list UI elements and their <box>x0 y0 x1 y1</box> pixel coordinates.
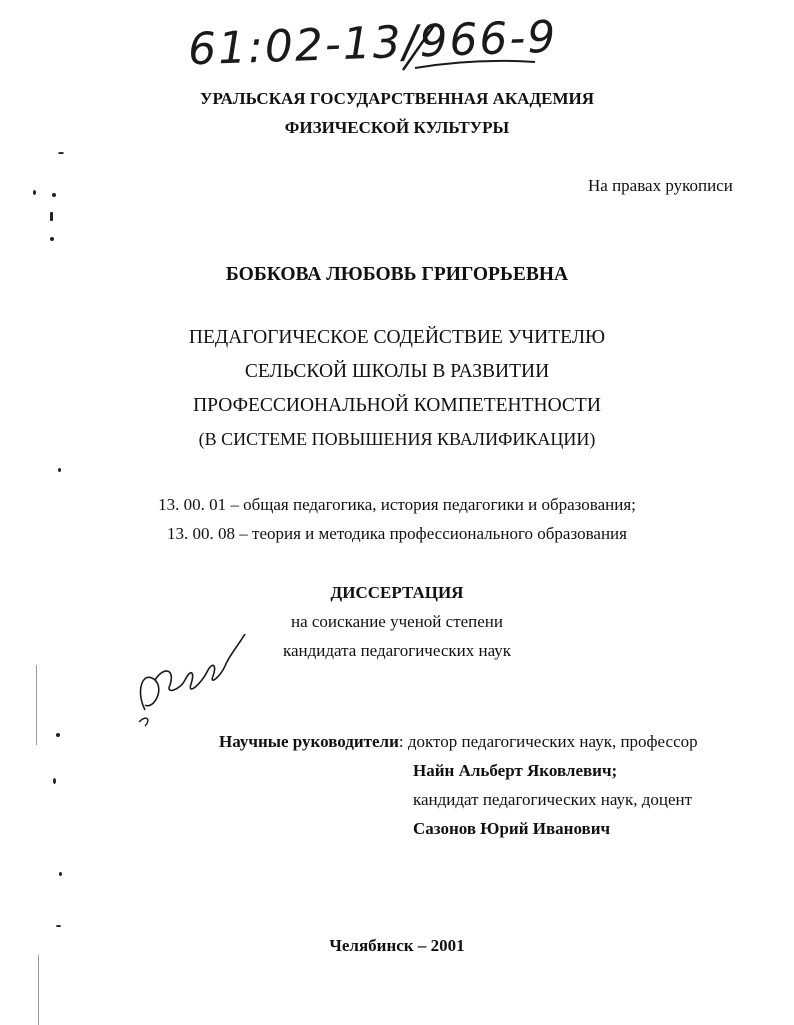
title-line-4: (В СИСТЕМЕ ПОВЫШЕНИЯ КВАЛИФИКАЦИИ) <box>198 429 596 449</box>
title-line-2: СЕЛЬСКОЙ ШКОЛЫ В РАЗВИТИИ <box>244 361 550 382</box>
supervisor-2-degree: кандидат педагогических наук, доцент <box>413 790 693 809</box>
supervisor-2-name: Сазонов Юрий Иванович <box>413 819 611 838</box>
manuscript-note: На правах рукописи <box>588 176 733 195</box>
title-line-3: ПРОФЕССИОНАЛЬНОЙ КОМПЕТЕНТНОСТИ <box>193 395 601 416</box>
title-line-1: ПЕДАГОГИЧЕСКОЕ СОДЕЙСТВИЕ УЧИТЕЛЮ <box>188 327 606 348</box>
specialty-1: 13. 00. 01 – общая педагогика, история педагогики и образования; <box>158 495 636 514</box>
archive-number: 61:02-13/966-9 <box>187 11 559 76</box>
dissertation-line-2: кандидата педагогических наук <box>282 641 512 660</box>
archive-number-underline <box>395 18 545 78</box>
city-year: Челябинск – 2001 <box>329 936 465 955</box>
supervisor-1-degree: : доктор педагогических наук, профессор <box>398 732 698 751</box>
institution-line-1: УРАЛЬСКАЯ ГОСУДАРСТВЕННАЯ АКАДЕМИЯ <box>199 89 595 108</box>
institution-line-2: ФИЗИЧЕСКОЙ КУЛЬТУРЫ <box>284 118 510 137</box>
dissertation-line-1: на соискание ученой степени <box>290 612 504 631</box>
author-name: БОБКОВА ЛЮБОВЬ ГРИГОРЬЕВНА <box>225 264 569 285</box>
supervisors-line <box>219 732 698 752</box>
specialty-2: 13. 00. 08 – теория и методика профессионального образования <box>167 524 627 543</box>
supervisors-label: Научные руководители <box>219 732 399 751</box>
dissertation-label: ДИССЕРТАЦИЯ <box>330 583 464 602</box>
supervisor-1-name: Найн Альберт Яковлевич; <box>413 761 618 780</box>
signature-graphic <box>125 610 255 730</box>
